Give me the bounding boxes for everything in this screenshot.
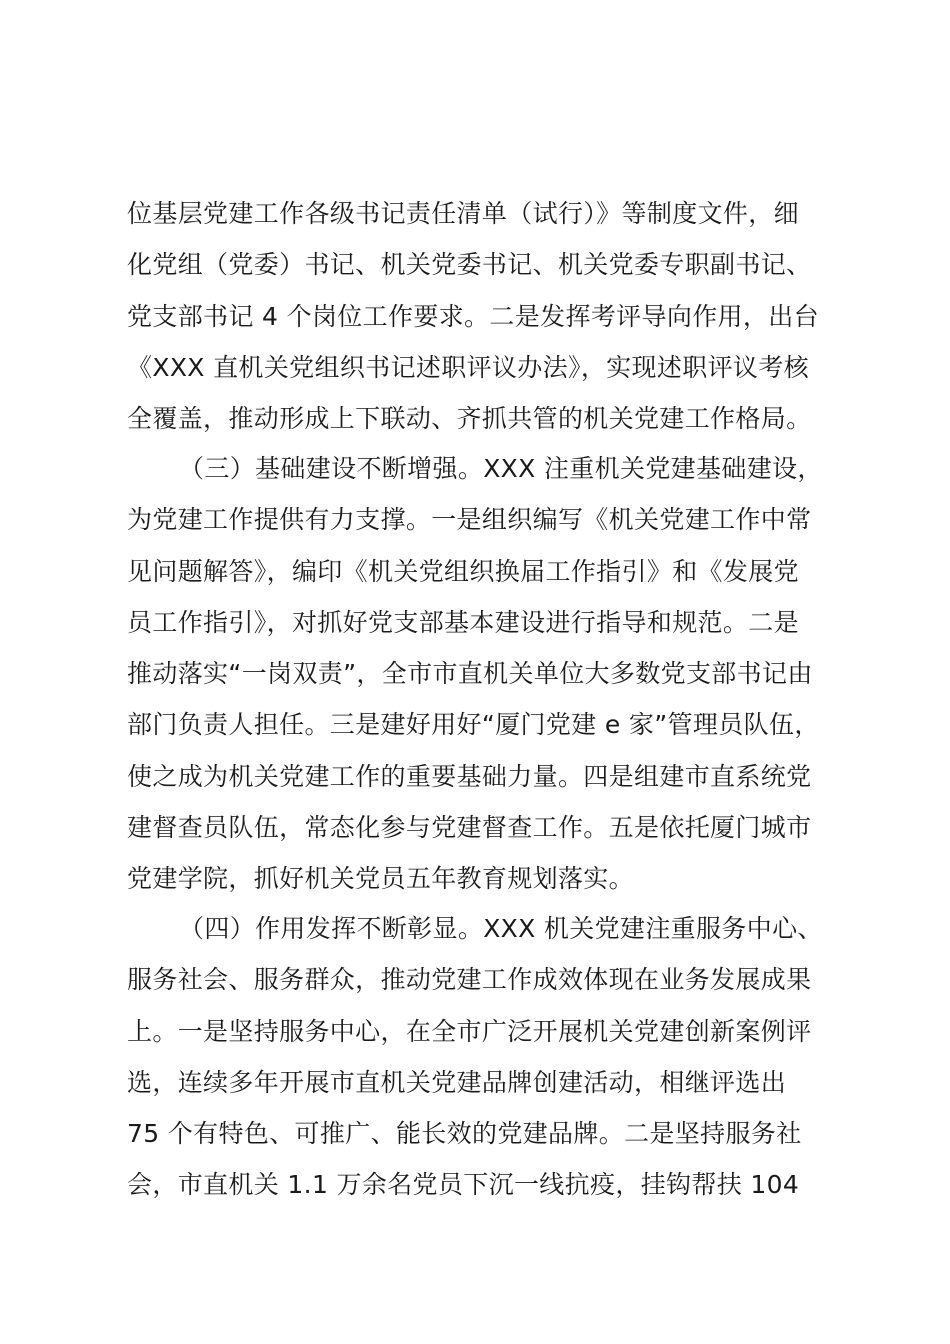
paragraph-line: 全覆盖，推动形成上下联动、齐抓共管的机关党建工作格局。 [127,404,812,434]
paragraph-line: 员工作指引》，对抓好党支部基本建设进行指导和规范。二是 [127,607,799,637]
paragraph-line: 建督查员队伍，常态化参与党建督查工作。五是依托厦门城市 [127,813,812,843]
paragraph-line: 《XXX 直机关党组织书记述职评议办法》，实现述职评议考核 [127,352,809,382]
paragraph-continuation [127,188,827,444]
paragraph-heading-line: （四）作用发挥不断彰显。XXX 机关党建注重服务中心、 [179,914,823,943]
paragraph-line: 推动落实“一岗双责”，全市市直机关单位大多数党支部书记由 [127,659,813,689]
paragraph-line: 位基层党建工作各级书记责任清单（试行）》等制度文件，细 [127,199,799,228]
paragraph-line: 为党建工作提供有力支撑。一是组织编写《机关党建工作中常 [127,505,812,535]
paragraph-line: 会，市直机关 1.1 万余名党员下沉一线抗疫，挂钩帮扶 104 [127,1170,800,1200]
paragraph-line: 见问题解答》，编印《机关党组织换届工作指引》和《发展党 [127,556,799,586]
paragraph-line: 使之成为机关党建工作的重要基础力量。四是组建市直系统党 [127,761,812,791]
paragraph-section-3 [127,443,827,905]
paragraph-line: 75 个有特色、可推广、能长效的党建品牌。二是坚持服务社 [127,1119,802,1149]
paragraph-line: 上。一是坚持服务中心，在全市广泛开展机关党建创新案例评 [127,1016,812,1046]
paragraph-heading-line: （三）基础建设不断增强。XXX 注重机关党建基础建设， [179,454,823,483]
paragraph-line: 选，连续多年开展市直机关党建品牌创建活动，相继评选出 [127,1067,787,1097]
paragraph-line: 服务社会、服务群众，推动党建工作成效体现在业务发展成果 [127,965,812,995]
paragraph-line: 化党组（党委）书记、机关党委书记、机关党委专职副书记、 [127,250,812,280]
paragraph-line: 部门负责人担任。三是建好用好“厦门党建 e 家”管理员队伍， [127,710,820,740]
paragraph-section-4 [127,903,827,1211]
paragraph-line: 党支部书记 4 个岗位工作要求。二是发挥考评导向作用，出台 [127,301,819,331]
paragraph-line: 党建学院，抓好机关党员五年教育规划落实。 [127,864,635,894]
